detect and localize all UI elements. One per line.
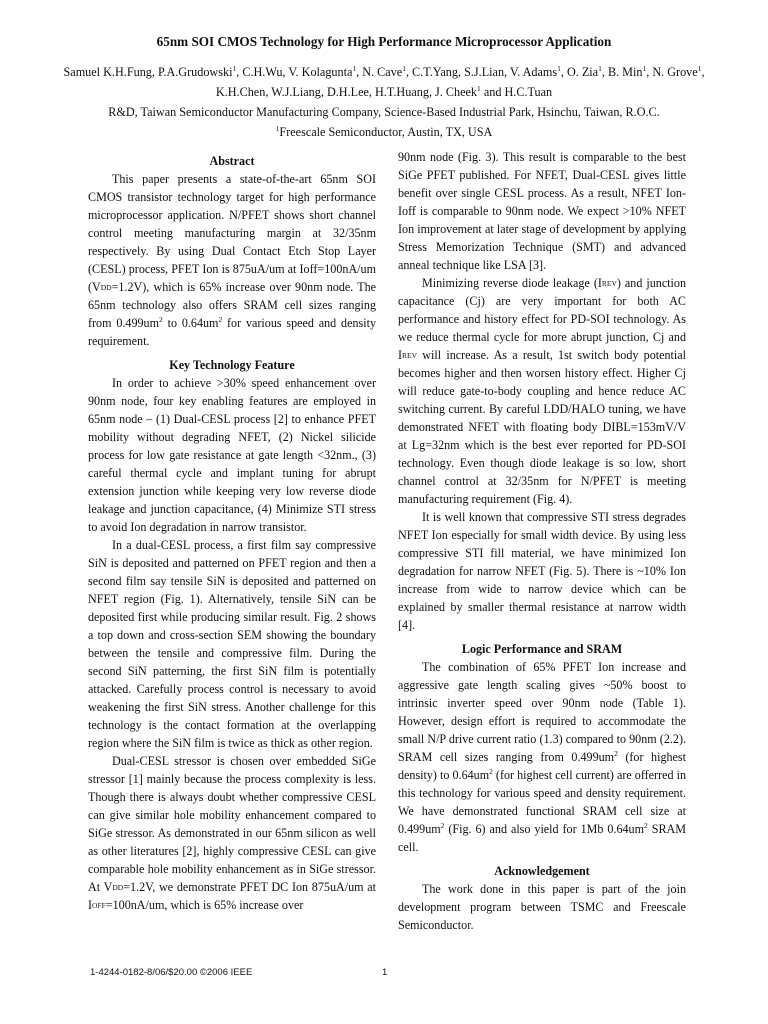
author-affiliation-marker: 1 [557,64,561,73]
affiliation-tsmc: R&D, Taiwan Semiconductor Manufacturing Company, Science-Based Industrial Park, Hsinchu, Taiwan, R.O.C. [108,105,660,119]
left-column [88,152,376,914]
author-affiliation-marker: 1 [402,64,406,73]
author-affiliation-marker: 1 [232,64,237,73]
author-name: O. Zia [566,65,599,79]
text-run: =1.2V, we demonstrate PFET DC Ion 875uA/um at I [88,880,376,912]
subscript: DD [112,883,124,892]
subscript: REV [402,351,418,360]
text-run: for various speed and density requirement. [88,316,376,348]
superscript: 2 [489,767,493,776]
author-affiliation-marker: 1 [598,64,602,73]
author-name: V. Kolagunta [288,65,353,79]
author-name: H.C.Tuan [504,85,553,99]
author-name: P.A.Grudowski [157,65,233,79]
section-heading: Logic Performance and SRAM [461,642,623,656]
text-run: (for highest density) to 0.64um [398,750,686,782]
author-name: D.H.Lee [326,85,369,99]
author-name: C.T.Yang [412,65,458,79]
affiliations [40,102,728,142]
author-name: H.T.Huang [375,85,429,99]
left-paragraph [88,752,376,914]
page-number: 1 [382,967,388,978]
author-name: N. Grove [652,65,698,79]
author-name: S.J.Lian [464,65,505,79]
subscript: DD [100,283,112,292]
author-name: Samuel K.H.Fung [63,65,152,79]
right-paragraph [398,508,686,634]
text-run: In a dual-CESL process, a first film say compressive SiN is deposited and patterned on PFET region and then a second film say tensile SiN is deposited and patterned on NFET region (Fig. 1). Alternatively, tensile SiN can be deposited first while producing similar result. Fig. 2 shows a top down and cross-section SEM showing the boundary between the tensile and compressive film. During the second SiN patterning, the first SiN film is potentially attacked. Carefully process control is necessary to avoid weakening the first SiN stress. Another challenge for this technology is the contact formation at the overlapping region where the SiN film is twice as thick as other region. [88,538,376,750]
author-name: N. Cave [362,65,403,79]
text-run: SRAM cell. [398,822,686,854]
text-run: ) and junction capacitance (Cj) are very important for both AC performance and history effect for PD-SOI technology. As we reduce thermal cycle for more abrupt junction, Cj and I [398,276,686,362]
subscript: OFF [92,901,106,910]
author-affiliation-marker: 1 [477,84,481,93]
paper-title: 65nm SOI CMOS Technology for High Performance Microprocessor Application [156,34,612,49]
left-paragraph [88,374,376,536]
author-list: Samuel K.H.Fung, P.A.Grudowski$^1$, C.H.Wu, V. Kolagunta$^1$, N. Cave$^1$, C.T.Yang, S.J.Lian, V. Adams$^1$, O. Zia$^1$, B. Min$^1$, N. Grove$^1$, K.H.Chen, W.J.Liang, D.H.Lee, H.T.Huang, J. Cheek$^1$ and H.C.Tuan [63,64,705,99]
author-name: K.H.Chen [215,85,266,99]
author-name: J. Cheek [435,85,478,99]
left-paragraph [88,536,376,752]
text-run: Dual-CESL stressor is chosen over embedded SiGe stressor [1] mainly because the process complexity is less. Though there is always doubt whether compressive CESL can give similar hole mobility enhancement compared to SiGe stressor. As demonstrated in our 65nm silicon as well as other literatures [2], highly compressive CESL can give comparable hole mobility enhancement as in SiGe stressor. At V [88,754,376,894]
right-paragraph [398,274,686,508]
author-name: V. Adams [509,65,558,79]
author-affiliation-marker: 1 [697,64,702,73]
section-heading: Acknowledgement [494,864,590,878]
copyright-code: 1-4244-0182-8/06/$20.00 ©2006 IEEE [90,967,253,978]
author-affiliation-marker: 1 [352,64,357,73]
text-run: The combination of 65% PFET Ion increase and aggressive gate length scaling gives ~50% boost to intrinsic inverter speed over 90nm node (Table 1). However, design effort is required to accommodate the small N/P drive current ratio (1.3) compared to 90nm (2.2). SRAM cell sizes ranging from 0.499um [398,660,686,764]
author-name: B. Min [607,65,643,79]
superscript: 2 [218,315,223,324]
text-run: It is well known that compressive STI stress degrades NFET Ion especially for small width device. By using less compressive STI fill material, we have minimized Ion degradation for narrow NFET (Fig. 5). There is ~10% Ion increase from wide to narrow device which can be explained by smaller thermal resistance at narrow width [4]. [398,510,686,632]
right-paragraph [398,880,686,934]
subscript: REV [601,279,617,288]
affiliation-freescale-text: Freescale Semiconductor, Austin, TX, USA [279,125,493,139]
author-name: W.J.Liang [271,85,321,99]
superscript: 2 [159,315,163,324]
left-paragraph [88,170,376,350]
text-run: to 0.64um [162,316,219,330]
text-run: (Fig. 6) and also yield for 1Mb 0.64um [444,822,645,836]
text-run: (for highest cell current) are offerred in this technology for various speed and density requirement. We have demonstrated functional SRAM cell size at 0.499um [398,768,686,836]
text-run: =100nA/um, which is 65% increase over [105,898,304,912]
right-paragraph [398,658,686,856]
superscript: 2 [644,821,648,830]
section-heading: Abstract [209,154,255,168]
text-run: will increase. As a result, 1st switch body potential becomes higher and then worsen history effect. Higher Cj will reduce gate-to-body coupling and hence reduce AC switching current. By careful LDD/HALO tuning, we have demonstrated NFET with floating body DIBL=153mV/V at Lg=32nm which is the best ever reported for PD-SOI technology. Even though diode leakage is so low, short channel control at 32/35nm for N/PFET is meeting manufacturing requirement (Fig. 4). [398,348,686,506]
author-name: C.H.Wu [242,65,283,79]
page-footer [90,967,690,978]
text-run: This paper presents a state-of-the-art 65nm SOI CMOS transistor technology target for high performance microprocessor application. N/PFET shows short channel control meeting manufacturing margin at 32/35nm respectively. By using Dual Contact Etch Stop Layer (CESL) process, PFET Ion is 875uA/um at Ioff=100nA/um (V [88,172,376,294]
affiliation-freescale [40,122,728,142]
affiliation-marker: 1 [275,124,280,133]
superscript: 2 [614,749,618,758]
text-run: In order to achieve >30% speed enhancement over 90nm node, four key enabling features are employed in 65nm node – (1) Dual-CESL process [2] to enhance PFET mobility without degrading NFET, (2) Nickel silicide process for low gate resistance at gate length <32nm., (3) careful thermal cycle and implant tuning for abrupt extension junction while keeping very low reverse diode leakage and junction capacitance, (4) Minimize STI stress to avoid Ion degradation in narrow transistor. [88,376,376,534]
right-column [398,148,686,934]
section-heading: Key Technology Feature [169,358,295,372]
author-affiliation-marker: 1 [642,64,647,73]
text-run: Minimizing reverse diode leakage (I [422,276,602,290]
text-run: =1.2V), which is 65% increase over 90nm node. The 65nm technology also offers SRAM cell sizes ranging from 0.499um [88,280,376,330]
text-run: 90nm node (Fig. 3). This result is comparable to the best SiGe PFET published. For NFET, Dual-CESL gives little benefit over single CESL process. As a result, NFET Ion-Ioff is comparable to 90nm node. We expect >10% NFET Ion improvement at later stage of development by applying Stress Memorization Technique (SMT) and advanced anneal technique like LSA [3]. [398,150,686,272]
right-paragraph [398,148,686,274]
text-run: The work done in this paper is part of the join development program between TSMC and Freescale Semiconductor. [398,882,686,932]
superscript: 2 [440,821,445,830]
